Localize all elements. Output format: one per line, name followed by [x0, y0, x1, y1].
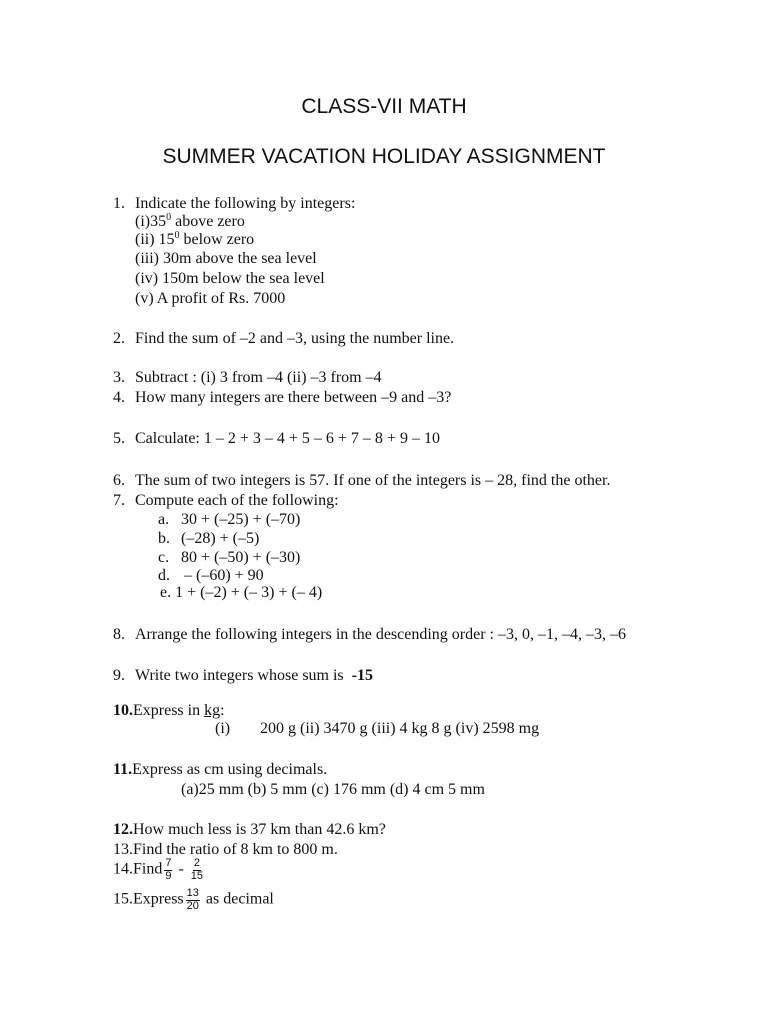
question-text: Find the sum of –2 and –3, using the number line. — [135, 330, 455, 347]
page-subtitle: SUMMER VACATION HOLIDAY ASSIGNMENT — [162, 145, 606, 168]
sub-item: 80 + (–50) + (–30) — [181, 549, 301, 566]
sub-item: $(i)35^0$ above zero — [135, 212, 245, 230]
fraction: $\frac{7}{9}$ — [165, 857, 172, 882]
question-number: 10. — [113, 702, 133, 719]
sub-item-label: c. — [158, 549, 170, 566]
sub-item-label: (i) — [215, 720, 231, 737]
question-text: Calculate: 1 – 2 + 3 – 4 + 5 – 6 + 7 – 8 + 9 – 10 — [135, 430, 440, 447]
question-text: The sum of two integers is 57. If one of the integers is – 28, find the other. — [135, 472, 611, 489]
question-text: 10.Express in kg: — [113, 702, 225, 719]
question-text: How many integers are there between –9 and –3? — [135, 389, 452, 406]
sub-item: (v) A profit of Rs. 7000 — [135, 290, 286, 307]
question-text: 11.Express as cm using decimals. — [113, 761, 328, 778]
question-number: 2. — [113, 330, 125, 347]
question-text: Indicate the following by integers: — [135, 195, 356, 212]
sub-item-label: b. — [158, 530, 170, 547]
question-number: 9. — [113, 667, 125, 684]
sub-item: 30 + (–25) + (–70) — [181, 511, 301, 528]
question-number: 5. — [113, 430, 125, 447]
sub-item-label: d. — [158, 567, 170, 584]
question-text: Compute each of the following: — [135, 492, 339, 509]
question-number: 1. — [113, 195, 125, 212]
sub-item: – (–60) + 90 — [184, 567, 264, 584]
page-title: CLASS-VII MATH — [301, 95, 467, 118]
question-number: 6. — [113, 472, 125, 489]
sub-item: (iv) 150m below the sea level — [135, 270, 325, 287]
question-text: 12.How much less is 37 km than 42.6 km? — [113, 821, 386, 838]
sub-item: (ii) $15^0$ below zero — [135, 230, 255, 248]
sub-item: 200 g (ii) 3470 g (iii) 4 kg 8 g (iv) 2598 mg — [260, 720, 540, 737]
question-text: Arrange the following integers in the descending order : –3, 0, –1, –4, –3, –6 — [135, 626, 626, 643]
question-text: Write two integers whose sum is -15 — [135, 667, 373, 684]
question-number: 4. — [113, 389, 125, 406]
fraction: $\frac{2}{15}$ — [190, 857, 204, 882]
fraction: $\frac{13}{20}$ — [186, 887, 199, 912]
question-number: 7. — [113, 492, 125, 509]
question-text: 13.Find the ratio of 8 km to 800 m. — [113, 841, 338, 858]
sub-item: (–28) + (–5) — [181, 530, 260, 547]
question-number: 3. — [113, 369, 125, 386]
question-number: 8. — [113, 626, 125, 643]
question-number: 12. — [113, 821, 133, 838]
question-text: Subtract : (i) 3 from –4 (ii) –3 from –4 — [135, 369, 382, 386]
question-text: 15.Express $\frac{13}{20}$ as decimal — [113, 887, 274, 912]
sub-item: (a)25 mm (b) 5 mm (c) 176 mm (d) 4 cm 5 mm — [181, 781, 485, 798]
sub-item-label: a. — [158, 511, 170, 528]
sub-item: (iii) 30m above the sea level — [135, 250, 317, 267]
sub-item: e. 1 + (–2) + (– 3) + (– 4) — [160, 584, 323, 601]
question-number: 11. — [113, 761, 133, 778]
question-text: 14.Find $\frac{7}{9}$ - $\frac{2}{15}$ — [113, 857, 204, 882]
